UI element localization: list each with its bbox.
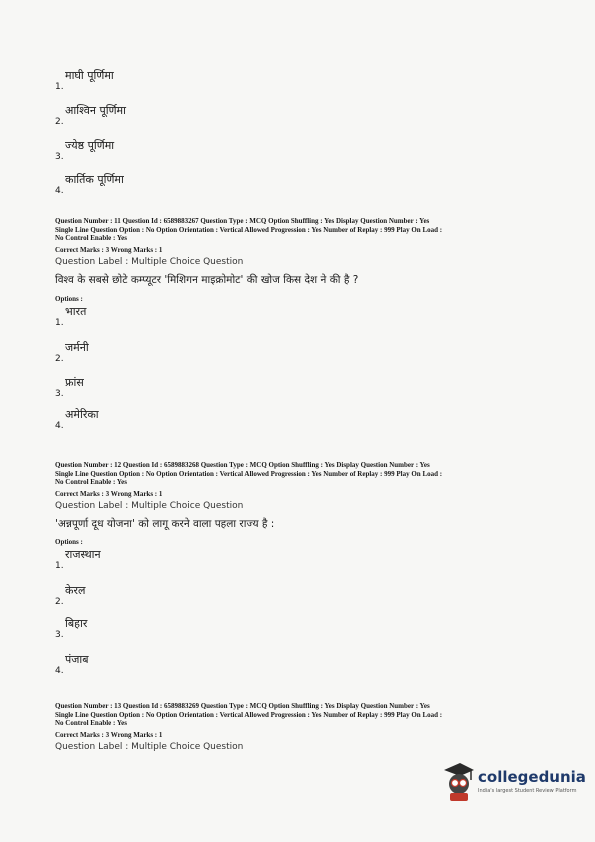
meta-line: Question Number : 12 Question Id : 6589883268 Question Type : MCQ Option Shuffling : Yes Display Question Number : Yes — [55, 461, 430, 469]
option-text: माघी पूर्णिमा — [65, 69, 114, 82]
meta-line: Question Number : 13 Question Id : 6589883269 Question Type : MCQ Option Shuffling : Yes Display Question Number : Yes — [55, 702, 430, 710]
option-text: भारत — [65, 305, 87, 318]
meta-line: Single Line Question Option : No Option Orientation : Vertical Allowed Progression : Yes Number of Replay : 999 Play On Load : — [55, 469, 443, 478]
question-12-label: Question Label : Multiple Choice Question — [55, 501, 244, 511]
question-11-label: Question Label : Multiple Choice Question — [55, 257, 244, 267]
option-number: 1. — [55, 82, 64, 92]
option-text: ज्येष्ठ पूर्णिमा — [65, 139, 115, 152]
option-number: 4. — [55, 666, 64, 676]
meta-line: Single Line Question Option : No Option Orientation : Vertical Allowed Progression : Yes Number of Replay : 999 Play On Load : — [55, 225, 443, 234]
question-12-text: 'अन्नपूर्णा दूध योजना' को लागू करने वाला पहला राज्य है : — [55, 518, 275, 530]
option-number: 1. — [55, 561, 64, 571]
option-text: कार्तिक पूर्णिमा — [65, 173, 124, 186]
question-12-marks: Correct Marks : 3 Wrong Marks : 1 — [55, 490, 163, 498]
meta-line: No Control Enable : Yes — [55, 719, 127, 727]
question-13-meta — [55, 702, 550, 728]
question-11-meta — [55, 217, 550, 243]
option-text: अमेरिका — [65, 408, 99, 421]
meta-line: No Control Enable : Yes — [55, 234, 127, 242]
meta-line: Single Line Question Option : No Option Orientation : Vertical Allowed Progression : Yes Number of Replay : 999 Play On Load : — [55, 710, 443, 719]
option-text: राजस्थान — [65, 548, 101, 561]
meta-line: No Control Enable : Yes — [55, 478, 127, 486]
option-text: बिहार — [65, 617, 88, 630]
question-12-meta — [55, 461, 550, 487]
option-number: 3. — [55, 152, 64, 162]
option-number: 4. — [55, 186, 64, 196]
option-text: आश्विन पूर्णिमा — [65, 104, 126, 117]
option-number: 1. — [55, 318, 64, 328]
option-number: 2. — [55, 117, 64, 127]
question-12-options-heading: Options : — [55, 538, 83, 546]
option-text: जर्मनी — [65, 341, 89, 354]
graduate-mascot-icon — [440, 760, 476, 804]
option-number: 3. — [55, 630, 64, 640]
meta-line: Question Number : 11 Question Id : 6589883267 Question Type : MCQ Option Shuffling : Yes Display Question Number : Yes — [55, 217, 430, 225]
question-13-label: Question Label : Multiple Choice Question — [55, 742, 244, 752]
question-13-marks: Correct Marks : 3 Wrong Marks : 1 — [55, 731, 163, 739]
brand-name: collegedunia — [478, 768, 586, 786]
brand-tagline: India's largest Student Review Platform — [478, 788, 577, 794]
option-text: केरल — [65, 584, 86, 597]
option-text: फ्रांस — [65, 376, 84, 389]
question-11-text: विश्व के सबसे छोटे कम्प्यूटर 'मिशिगन माइक्रोमोट' की खोज किस देश ने की है ? — [55, 274, 359, 286]
option-number: 2. — [55, 354, 64, 364]
question-11-options-heading: Options : — [55, 295, 83, 303]
option-number: 4. — [55, 421, 64, 431]
option-number: 3. — [55, 389, 64, 399]
option-number: 2. — [55, 597, 64, 607]
collegedunia-logo — [440, 760, 586, 810]
option-text: पंजाब — [65, 653, 89, 666]
question-11-marks: Correct Marks : 3 Wrong Marks : 1 — [55, 246, 163, 254]
